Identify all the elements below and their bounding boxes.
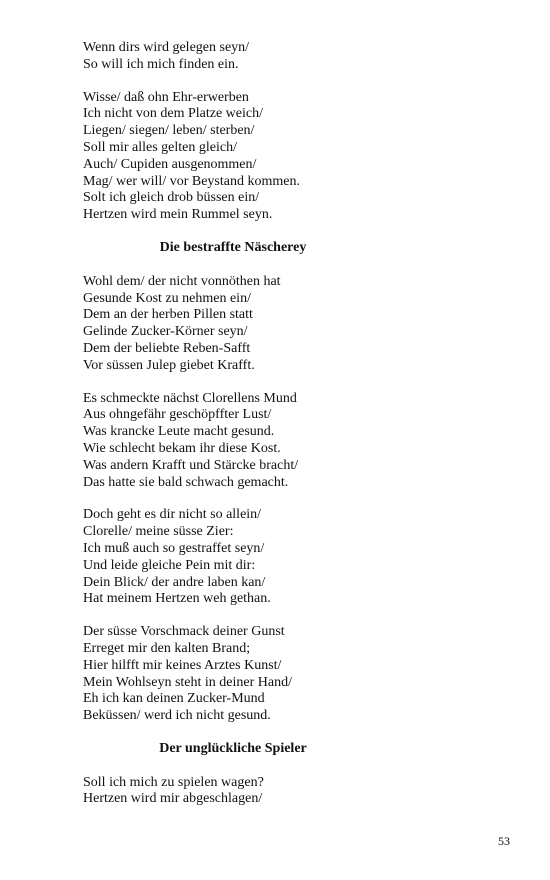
verse-line: Und leide gleiche Pein mit dir:	[83, 557, 256, 573]
verse-line: Was andern Krafft und Stärcke bracht/	[83, 457, 299, 473]
verse-line: Erreget mir den kalten Brand;	[83, 640, 251, 656]
verse-line: Der süsse Vorschmack deiner Gunst	[83, 624, 285, 640]
page-number: 53	[498, 834, 510, 848]
verse-line: Dem der beliebte Reben-Safft	[83, 340, 251, 356]
verse-line: Dein Blick/ der andre laben kan/	[83, 574, 266, 590]
verse-line: Auch/ Cupiden ausgenommen/	[83, 156, 257, 172]
stanza	[83, 391, 483, 492]
verse-line: Wisse/ daß ohn Ehr-erwerben	[83, 89, 249, 105]
stanza	[83, 507, 483, 608]
stanza	[83, 90, 483, 224]
verse-line: Mag/ wer will/ vor Beystand kommen.	[83, 173, 300, 189]
verse-line: Soll ich mich zu spielen wagen?	[83, 774, 264, 790]
verse-line: Ich muß auch so gestraffet seyn/	[83, 540, 265, 556]
stanza	[83, 40, 483, 74]
poem-title: Die bestraffte Näscherey	[159, 239, 307, 255]
verse-line: Eh ich kan deinen Zucker-Mund	[83, 691, 265, 707]
stanza	[83, 624, 483, 725]
verse-line: Das hatte sie bald schwach gemacht.	[83, 474, 289, 490]
verse-line: Wohl dem/ der nicht vonnöthen hat	[83, 273, 281, 289]
verse-line: Beküssen/ werd ich nicht gesund.	[83, 708, 271, 724]
poem-page	[83, 40, 483, 824]
verse-line: Es schmeckte nächst Clorellens Mund	[83, 390, 297, 406]
verse-line: Hier hilfft mir keines Arztes Kunst/	[83, 657, 282, 673]
verse-line: Solt ich gleich drob büssen ein/	[83, 190, 260, 206]
verse-line: Clorelle/ meine süsse Zier:	[83, 524, 234, 540]
verse-line: Gelinde Zucker-Körner seyn/	[83, 324, 248, 340]
verse-line: Hertzen wird mir abgeschlagen/	[83, 791, 263, 807]
poem-title: Der unglückliche Spieler	[159, 740, 307, 756]
verse-line: Dem an der herben Pillen statt	[83, 307, 253, 323]
verse-line: Wenn dirs wird gelegen seyn/	[83, 40, 250, 55]
verse-line: Gesunde Kost zu nehmen ein/	[83, 290, 251, 306]
verse-line: Soll mir alles gelten gleich/	[83, 139, 237, 155]
verse-line: Doch geht es dir nicht so allein/	[83, 507, 262, 523]
stanza	[83, 274, 483, 375]
verse-line: Ich nicht von dem Platze weich/	[83, 106, 263, 122]
verse-line: So will ich mich finden ein.	[83, 56, 239, 72]
verse-line: Mein Wohlseyn steht in deiner Hand/	[83, 674, 292, 690]
verse-line: Aus ohngefähr geschöpffter Lust/	[83, 407, 272, 423]
verse-line: Wie schlecht bekam ihr diese Kost.	[83, 440, 281, 456]
verse-line: Liegen/ siegen/ leben/ sterben/	[83, 123, 255, 139]
verse-line: Was krancke Leute macht gesund.	[83, 424, 275, 440]
verse-line: Vor süssen Julep giebet Krafft.	[83, 357, 255, 373]
verse-line: Hertzen wird mein Rummel seyn.	[83, 207, 273, 223]
stanza	[83, 775, 483, 809]
verse-line: Hat meinem Hertzen weh gethan.	[83, 591, 271, 607]
